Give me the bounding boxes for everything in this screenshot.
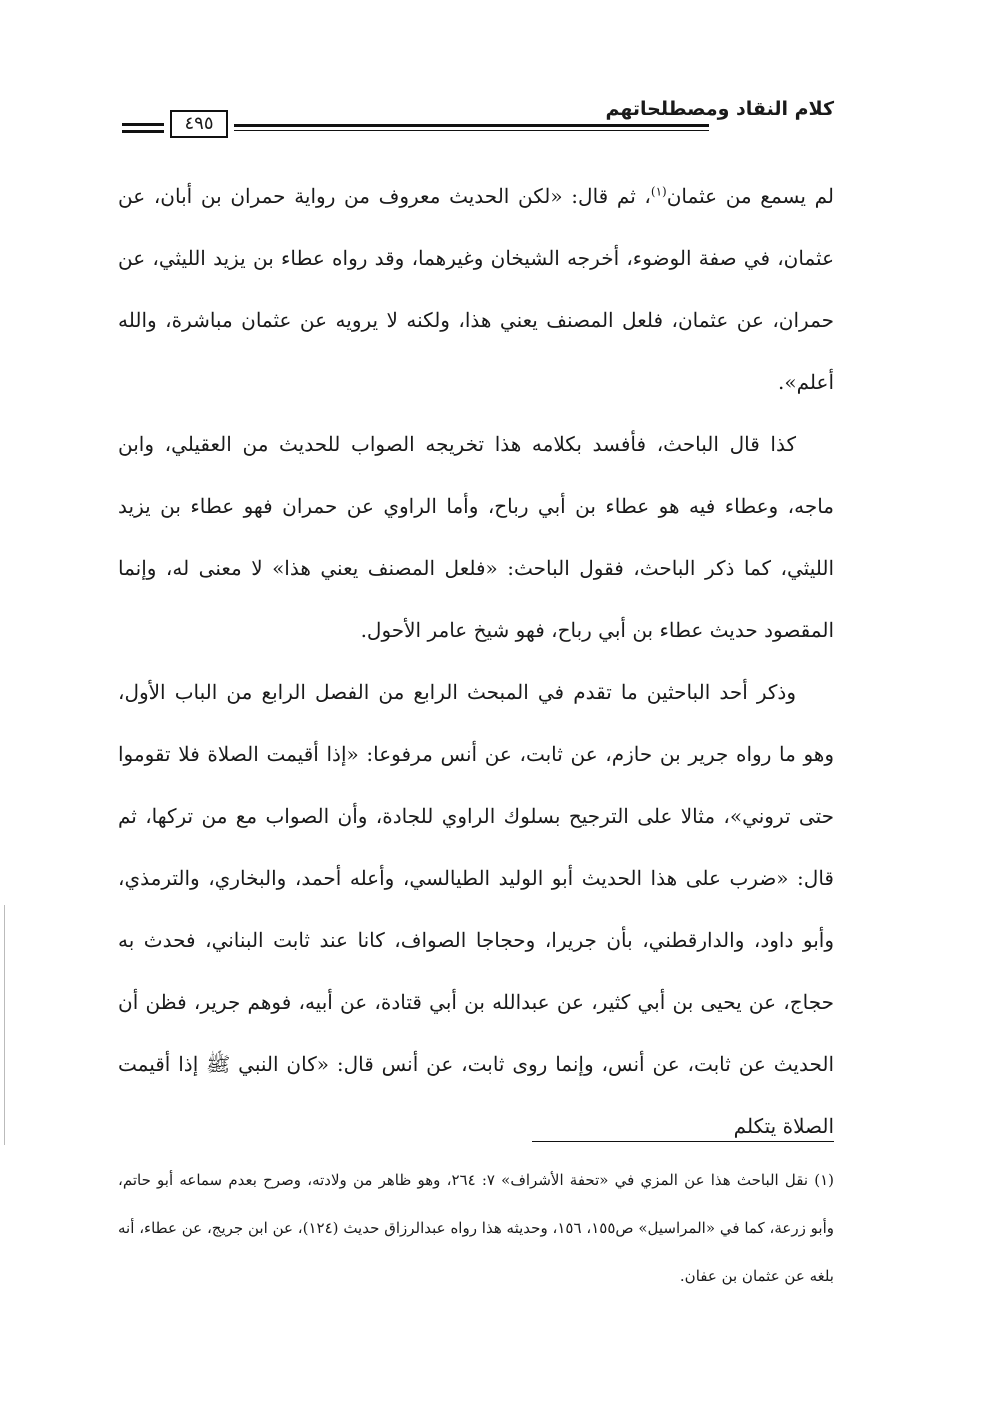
paragraph-2: كذا قال الباحث، فأفسد بكلامه هذا تخريجه الصواب للحديث من العقيلي، وابن ماجه، وعطاء فيه هو عطاء بن أبي رباح، وأما الراوي عن حمران فهو عطاء بن يزيد الليثي، كما ذكر الباحث، فقول الباحث: «فلعل المصنف يعني هذا» لا معنى له، وإنما المقصود حديث عطاء بن أبي رباح، فهو شيخ عامر الأحول. (118, 432, 834, 642)
scan-margin-line (4, 905, 5, 1145)
paragraph-1-rest: ، ثم قال: «لكن الحديث معروف من رواية حمران بن أبان، عن عثمان، في صفة الوضوء، أخرجه الشيخان وغيرهما، وقد رواه عطاء بن يزيد الليثي، عن حمران، عن عثمان، فلعل المصنف يعني هذا، ولكنه لا يرويه عن عثمان مباشرة، والله أعلم». (118, 184, 834, 394)
footnote-1: (١) نقل الباحث هذا عن المزي في «تحفة الأشراف» ٧: ٢٦٤، وهو ظاهر من ولادته، وصرح بعدم سماعه أبو حاتم، وأبو زرعة، كما في «المراسيل» ص١٥٥، ١٥٦، وحديثه هذا رواه عبدالرزاق حديث (١٢٤)، عن ابن جريج، عن عطاء، أنه بلغه عن عثمان بن عفان. (118, 1171, 834, 1285)
header-rule-thick (234, 124, 709, 127)
page-header (122, 96, 834, 142)
footnote-reference: (١) (650, 184, 667, 199)
header-rule-left-top (122, 123, 164, 126)
paragraph-1-start: لم يسمع من عثمان (666, 184, 834, 208)
footnote-separator (532, 1141, 834, 1142)
header-rule-thin (234, 130, 709, 131)
paragraph-3: وذكر أحد الباحثين ما تقدم في المبحث الرابع من الفصل الرابع من الباب الأول، وهو ما رواه جرير بن حازم، عن ثابت، عن أنس مرفوعا: «إذا أقيمت الصلاة فلا تقوموا حتى تروني»، مثالا على الترجيح بسلوك الراوي للجادة، وأن الصواب مع من تركها، ثم قال: «ضرب على هذا الحديث أبو الوليد الطيالسي، وأعله أحمد، والبخاري، والترمذي، وأبو داود، والدارقطني، بأن جريرا، وحجاجا الصواف، كانا عند ثابت البناني، فحدث به حجاج، عن يحيى بن أبي كثير، عن عبدالله بن أبي قتادة، عن أبيه، فوهم جرير، فظن أن الحديث عن ثابت، عن أنس، وإنما روى ثابت، عن أنس قال: «كان النبي ﷺ إذا أقيمت الصلاة يتكلم (118, 680, 834, 1138)
running-title: كلام النقاد ومصطلحاتهم (605, 98, 834, 120)
footnotes (118, 1156, 834, 1300)
paragraph-1 (118, 165, 834, 413)
page-number: ٤٩٥ (170, 110, 228, 138)
main-text (118, 165, 834, 1157)
header-rule-left-bottom (122, 130, 164, 133)
